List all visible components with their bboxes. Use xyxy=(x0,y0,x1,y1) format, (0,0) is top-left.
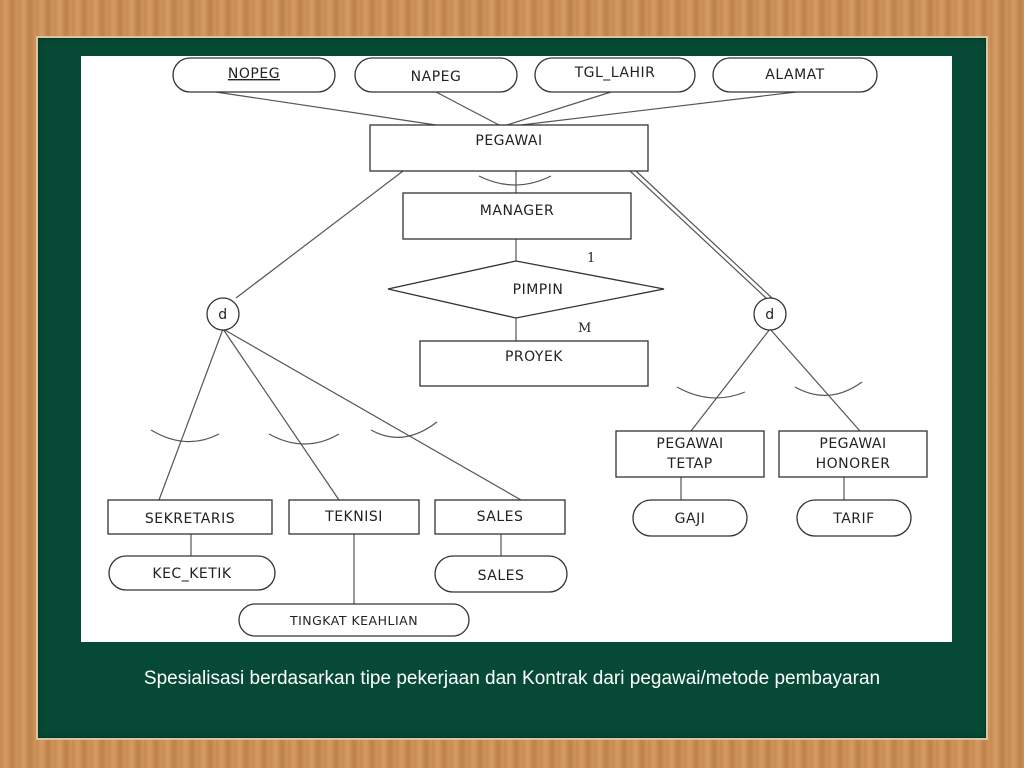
disjoint-circle-right xyxy=(754,298,786,330)
svg-text:SALES: SALES xyxy=(476,509,524,525)
attribute-gaji xyxy=(633,500,747,536)
entity-proyek xyxy=(420,341,648,386)
svg-text:SALES: SALES xyxy=(477,568,525,584)
svg-text:MANAGER: MANAGER xyxy=(479,203,555,219)
svg-text:PROYEK: PROYEK xyxy=(504,349,564,365)
slide-caption: Spesialisasi berdasarkan tipe pekerjaan dan Kontrak dari pegawai/metode pembayaran xyxy=(143,668,881,689)
svg-text:SEKRETARIS: SEKRETARIS xyxy=(144,511,236,527)
svg-text:ALAMAT: ALAMAT xyxy=(765,67,825,83)
attribute-alamat xyxy=(713,58,877,92)
svg-text:PEGAWAI: PEGAWAI xyxy=(819,436,887,452)
entity-sales xyxy=(435,500,565,534)
er-diagram xyxy=(81,56,952,642)
attribute-tarif xyxy=(797,500,911,536)
svg-text:NAPEG: NAPEG xyxy=(410,69,462,85)
attribute-napeg xyxy=(355,58,517,92)
svg-text:TEKNISI: TEKNISI xyxy=(325,509,383,525)
svg-text:PEGAWAI: PEGAWAI xyxy=(656,436,724,452)
attribute-tingkat-keahlian xyxy=(239,604,469,636)
cardinality-one: 1 xyxy=(587,251,596,266)
svg-text:NOPEG: NOPEG xyxy=(227,66,281,82)
cardinality-many: M xyxy=(578,321,592,336)
svg-text:d: d xyxy=(218,307,228,323)
entity-pegawai-tetap xyxy=(616,431,764,477)
attribute-nopeg xyxy=(173,58,335,92)
relationship-pimpin xyxy=(388,261,664,318)
svg-text:KEC_KETIK: KEC_KETIK xyxy=(152,566,232,582)
svg-text:GAJI: GAJI xyxy=(674,511,706,527)
svg-text:d: d xyxy=(765,307,775,323)
entity-pegawai-honorer xyxy=(779,431,927,477)
disjoint-circle-left xyxy=(207,298,239,330)
svg-text:HONORER: HONORER xyxy=(815,456,891,472)
attribute-kec-ketik xyxy=(109,556,275,590)
entity-sekretaris xyxy=(108,500,272,534)
svg-text:PEGAWAI: PEGAWAI xyxy=(475,133,543,149)
svg-text:TINGKAT KEAHLIAN: TINGKAT KEAHLIAN xyxy=(289,613,419,628)
svg-text:TARIF: TARIF xyxy=(833,511,875,527)
entity-teknisi xyxy=(289,500,419,534)
svg-text:TGL_LAHIR: TGL_LAHIR xyxy=(574,65,656,81)
entity-pegawai xyxy=(370,125,648,171)
attribute-sales xyxy=(435,556,567,592)
attribute-tgl-lahir xyxy=(535,58,695,92)
svg-text:TETAP: TETAP xyxy=(667,456,713,472)
svg-text:PIMPIN: PIMPIN xyxy=(512,282,564,298)
entity-manager xyxy=(403,193,631,239)
